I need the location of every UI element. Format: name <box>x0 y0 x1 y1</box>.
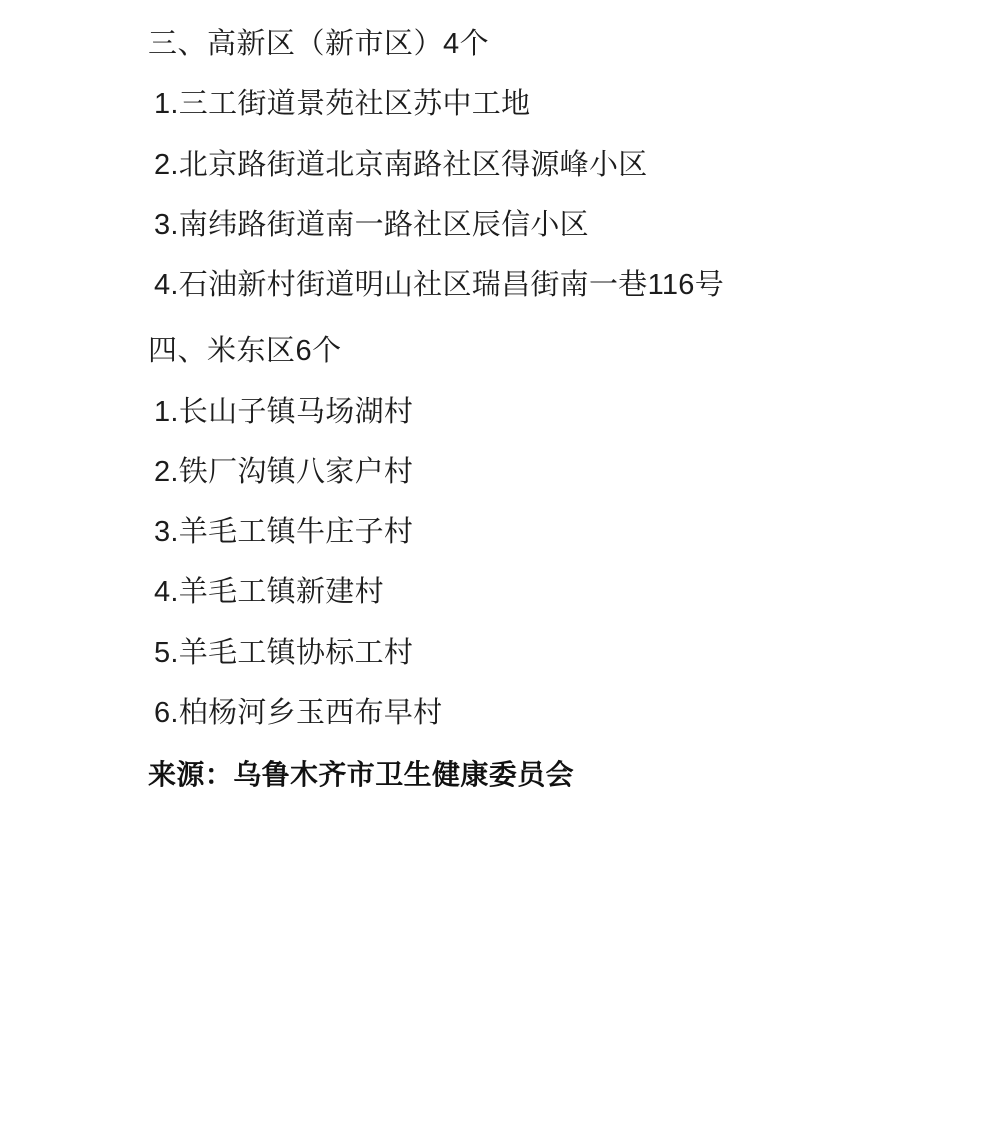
source-line: 来源：乌鲁木齐市卫生健康委员会 <box>148 759 575 790</box>
section-midongqu <box>148 321 956 743</box>
list-item: 4.羊毛工镇新建村 <box>154 576 384 609</box>
list-item: 2.铁厂沟镇八家户村 <box>154 455 414 488</box>
section-heading: 四、米东区6个 <box>148 335 342 368</box>
list-item: 5.羊毛工镇协标工村 <box>154 636 414 669</box>
list-item: 2.北京路街道北京南路社区得源峰小区 <box>154 148 648 181</box>
list-item: 4.石油新村街道明山社区瑞昌街南一巷116号 <box>154 269 725 301</box>
list-item: 3.南纬路街道南一路社区辰信小区 <box>154 208 589 241</box>
list-item: 1.长山子镇马场湖村 <box>154 395 414 428</box>
section-heading: 三、高新区（新市区）4个 <box>148 28 490 60</box>
list-item: 6.柏杨河乡玉西布早村 <box>154 696 443 729</box>
section-gaoxinqu <box>148 14 956 315</box>
list-item: 3.羊毛工镇牛庄子村 <box>154 516 414 548</box>
list-item: 1.三工街道景苑社区苏中工地 <box>154 88 531 121</box>
